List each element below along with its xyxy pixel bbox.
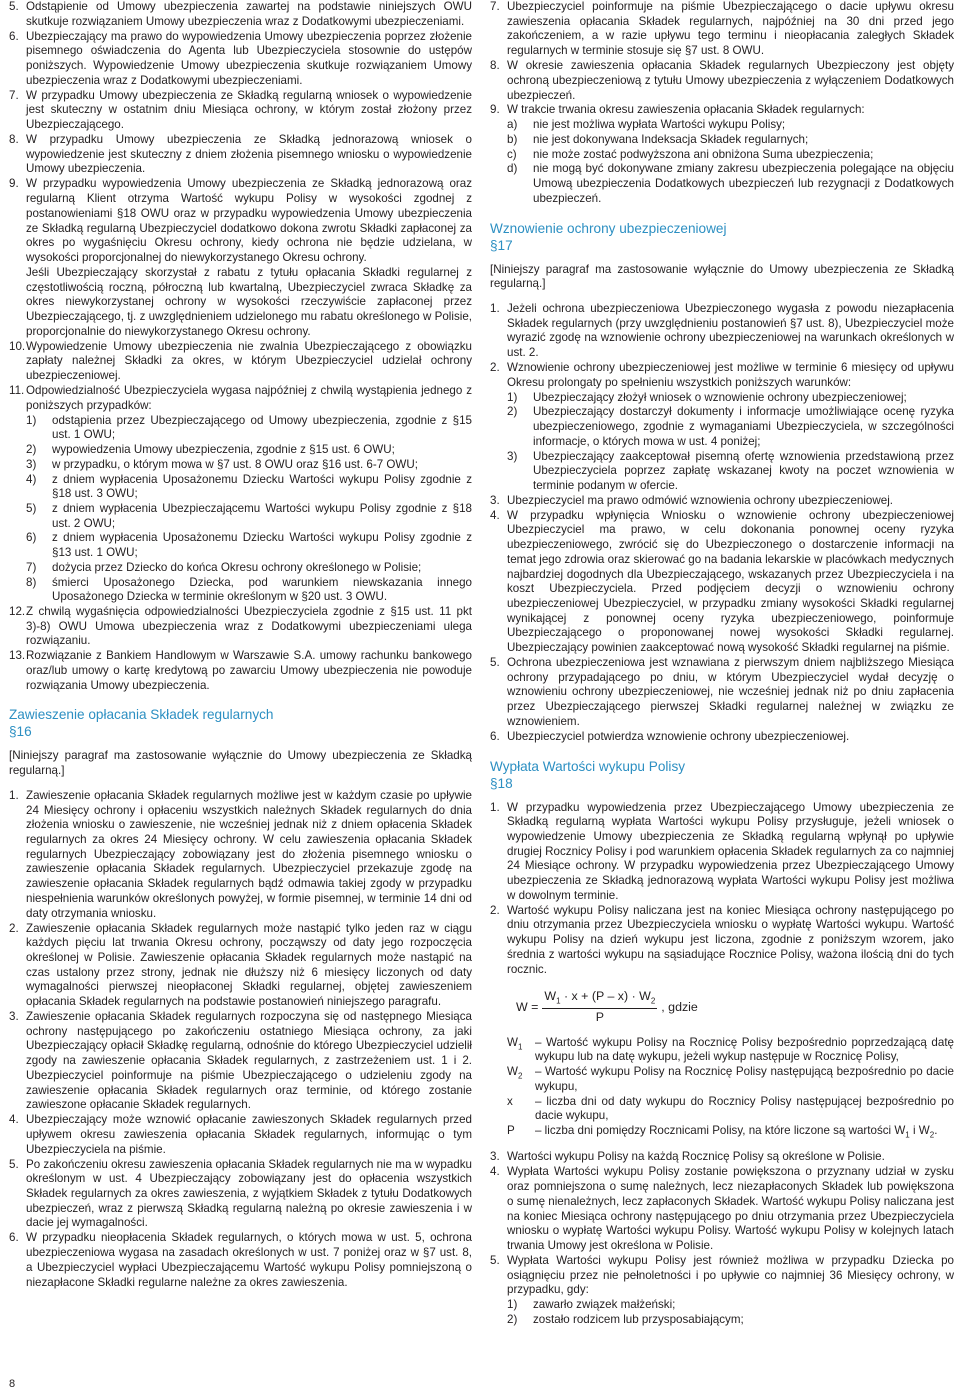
list-item-number: 10. [9, 339, 26, 353]
formula-denominator: P [595, 1009, 604, 1024]
list-item-number: 2) [507, 1312, 518, 1326]
section-note: [Niniejszy paragraf ma zastosowanie wyłącznie do Umowy ubezpieczenia ze Składką regularną.] [9, 749, 472, 778]
list-item-text: z dniem wypłacenia Ubezpieczającemu Wartości wykupu Polisy zgodnie z §18 ust. 2 OWU; [52, 501, 472, 530]
page-number: 8 [9, 1378, 16, 1390]
sub-list-item [26, 414, 472, 443]
left-column [9, 0, 472, 1290]
list-item-number: c) [507, 147, 517, 161]
sub-list-item [507, 450, 954, 494]
list-item-text: Zawieszenie opłacania Składek regularnych rozpoczyna się od następnego Miesiąca ochrony następującego po zakończeniu ostatniego Miesiąca ochrony, za jaki Ubezpieczający opłacił Składkę regularną, odnośnie do którego Ubezpieczyciel udzielił zgody na zawieszenie opłacania Składek regularnych, z zastrzeżeniem ust. 1 i 2. Ubezpieczyciel poinformuje na piśmie Ubezpieczającego o udzieleniu zgody na zawieszenie opłacania Składek regularnych oraz terminie, od którego zostanie zawieszone opłacanie Składek regularnych. [26, 1010, 472, 1112]
list-item-number: 8. [490, 59, 500, 73]
sub-list-item [26, 561, 472, 576]
list-item-number [9, 266, 26, 340]
list-item-text: nie może zostać podwyższona ani obniżona Suma ubezpieczenia; [533, 147, 874, 161]
list-item [9, 30, 472, 89]
list-item-number: 3. [490, 493, 500, 507]
list-item-number: 4. [490, 508, 500, 522]
list-item-number: 12. [9, 604, 26, 618]
section-title: Zawieszenie opłacania Składek regularnych [9, 707, 274, 723]
list [490, 302, 954, 391]
list-item-text: Wypłata Wartości wykupu Polisy jest również możliwa w przypadku Dziecka po osiągnięciu przez nie pełnoletności i po upływie co najmniej 36 Miesięcy ochrony, w przypadku, gdy: [507, 1253, 954, 1297]
list-item-text: z dniem wypłacenia Uposażonemu Dziecku Wartości wykupu Polisy zgodnie z §13 ust. 1 OWU; [52, 531, 472, 560]
list-item-text: wypowiedzenia Umowy ubezpieczenia, zgodnie z §15 ust. 6 OWU; [52, 443, 395, 457]
list-item-number: 3) [26, 457, 37, 471]
list-item-text: Ubezpieczający zaakceptował pisemną ofertę wznowienia przedstawioną przez Ubezpieczyciela poprzez zapłatę wskazanej kwoty na poczet wznowienia w terminie podanym w ofercie. [533, 449, 954, 493]
list-item-number: 11. [9, 384, 25, 397]
list-item [9, 0, 472, 29]
list-item-number: 3) [507, 449, 518, 463]
list-item [490, 302, 954, 361]
list-item-number: 8. [9, 133, 19, 147]
legend-symbol: $W_2$ [507, 1065, 523, 1081]
formula-numerator: $W_1 \cdot x + (P - x) \cdot W_2$ [542, 989, 657, 1009]
sub-list-item [507, 148, 954, 163]
formula-fraction [542, 989, 657, 1025]
list-item-text: dożycia przez Dziecko do końca Okresu ochrony określonego w Polisie; [52, 560, 422, 574]
list-item-number: 8) [26, 575, 37, 589]
list-item-text: Ubezpieczyciel poinformuje na piśmie Ubezpieczającego o dacie upływu okresu zawieszenia opłacania Składek regularnych, najpóźniej na 30 dni przed jego zakończeniem, a w razie upływu tego terminu i nieopłacania zaległych Składek regularnych w terminie stosuje się §7 ust. 8 OWU. [507, 0, 954, 58]
list-item-text: W okresie zawieszenia opłacania Składek regularnych Ubezpieczony jest objęty ochroną ubezpieczeniową z tytułu Umowy ubezpieczenia z wyłączeniem Dodatkowych ubezpieczeń. [507, 59, 954, 102]
list [490, 494, 954, 745]
list-item [9, 1113, 472, 1157]
list-item-number: 4. [490, 1165, 500, 1179]
list-item-text: nie mogą być dokonywane zmiany zakresu ubezpieczenia polegające na objęciu Umową ubezpieczenia Dodatkowych ubezpieczeń lub rezygnacji z Dodatkowych ubezpieczeń. [533, 162, 954, 205]
list-item [490, 361, 954, 390]
wykup-formula [516, 989, 954, 1025]
list-item-number: 5. [9, 0, 19, 13]
list-item-number: 7) [26, 560, 37, 574]
right-column [490, 0, 954, 1328]
list-item-number: 4) [26, 472, 37, 486]
sub-list-item [26, 473, 472, 502]
list-item-text: śmierci Uposażonego Dziecka, pod warunkiem niewskazania innego Uposażonego Dziecka w terminie określonym w §20 ust. 3 OWU. [52, 575, 472, 604]
formula-lhs: W = [516, 999, 539, 1014]
list-item-number: a) [507, 118, 518, 132]
legend-symbol: P [507, 1124, 515, 1137]
sub-list [490, 118, 954, 206]
list-item [9, 649, 472, 693]
list-item [490, 0, 954, 59]
list-item-text: Zawieszenie opłacania Składek regularnych może nastąpić tylko jeden raz w ciągu każdych pięciu lat trwania Okresu ochrony, począwszy od daty jego rozpoczęcia określonej w Polisie. Zawieszenie opłacania Składek regularnych może nastąpić na czas ustalony przez strony, jednak nie dłuższy niż 6 miesięcy liczonych od daty wymagalności pierwszej nieopłaconej Składki regularnej, objętej zawieszeniem opłacania Składek regularnych na podstawie postanowień niniejszego paragrafu. [26, 921, 472, 1009]
list-item [490, 730, 954, 745]
list-item [490, 59, 954, 103]
list-item-text: nie jest dokonywana Indeksacja Składek regularnych; [533, 133, 809, 147]
list-item-text: Ubezpieczający dostarczył dokumenty i informacje umożliwiające ocenę ryzyka ubezpieczeniowego, zgodnie z wymaganiami Ubezpieczyciela, w szczególności informacje, o których mowa w ust. 4 poniżej; [533, 405, 954, 448]
list-item [490, 1150, 954, 1165]
section-title: Wypłata Wartości wykupu Polisy [490, 758, 686, 774]
legend-text: – liczba dni od daty wykupu do Rocznicy Polisy następującej bezpośrednio po dacie wykupu, [535, 1094, 954, 1123]
list-item-number: d) [507, 162, 518, 176]
list-item-text: Wartość wykupu Polisy naliczana jest na koniec Miesiąca ochrony następującego po dniu otrzymania przez Ubezpieczyciela wniosku o wypłatę Wartości wykupu. Wartość wykupu Polisy na dzień wykupu jest liczona, zgodnie z poniższym wzorem, jako średnia z wartości wykupu na sąsiadujące Rocznice Polisy, ważona ilością dni do tych rocznic. [507, 903, 954, 976]
list-item-number: 6. [490, 729, 500, 743]
list-item-number: b) [507, 133, 518, 147]
list-item-text: Wypłata Wartości wykupu Polisy zostanie powiększona o przyznany udział w zysku oraz pomniejszona o sumę należnych, lecz niezapłaconych Składek lub powiększona o sumę nienależnych, lecz zapłaconych Składek. Wartość wykupu Polisy naliczana jest na koniec Miesiąca ochrony następującego po dniu otrzymania przez Ubezpieczyciela wniosku o wypłatę Wartości wykupu Polisy. Wartość wykupu Polisy w kolejnych latach trwania Umowy jest określona w Polisie. [507, 1165, 954, 1252]
list [490, 801, 954, 978]
list-item-text: Ubezpieczający może wznowić opłacanie zawieszonych Składek regularnych przed upływem okresu zawieszenia opłacania Składek regularnych, informując o tym Ubezpieczyciela na piśmie. [26, 1113, 472, 1156]
sub-list [490, 391, 954, 494]
list-item-text: Ubezpieczyciel ma prawo odmówić wznowienia ochrony ubezpieczeniowej. [507, 493, 894, 507]
legend-text: – liczba dni pomiędzy Rocznicami Polisy, na które liczone są wartości $W_1$ i $W_2$. [535, 1124, 938, 1140]
sub-list-item [507, 405, 954, 449]
section-heading [490, 759, 954, 793]
list-item-text: Jeśli Ubezpieczający skorzystał z rabatu z tytułu opłacania Składki regularnej z częstotliwością roczną, półroczną lub kwartalną, Ubezpieczyciel zwraca Składkę za okres niewykorzystanej ochrony w wysokości rzeczywiście zapłaconej przez Ubezpieczającego, tj. z uwzględnieniem udzielonego mu rabatu określonego w Polisie, proporcjonalnie do niewykorzystanego Okresu ochrony. [26, 265, 472, 338]
list-item [490, 1165, 954, 1253]
list-item-text: W przypadku wpłynięcia Wniosku o wznowienie ochrony ubezpieczeniowej Ubezpieczyciel ma prawo, w celu dokonania ponownej oceny ryzyka ubezpieczeniowego, zwrócić się do Ubezpieczonego o dostarczenie informacji na temat jego zdrowia oraz skierować go na badania lekarskie w placówkach medycznych najbardziej dogodnych dla Ubezpieczającego, wskazanych przez Ubezpieczyciela i na koszt Ubezpieczyciela. Przed podjęciem decyzji o wznowieniu ochrony ubezpieczeniowej Ubezpieczyciel, w przypadku zmiany wysokości Składki regularnej wynikającej z ponownej oceny ryzyka ubezpieczeniowego, poinformuje Ubezpieczającego o proponowanej nowej wysokości Składki regularnej. Ubezpieczający powinien zaakceptować nową wysokość Składki regularnej na piśmie. [507, 508, 954, 655]
list-item-text: Wypowiedzenie Umowy ubezpieczenia nie zwalnia Ubezpieczającego z obowiązku zapłaty należnej Składki za okres, w którym Ubezpieczyciel udzielał ochrony ubezpieczeniowej. [26, 339, 472, 383]
list-item-number: 5. [490, 656, 500, 670]
list-item-number: 6. [9, 1231, 19, 1245]
list-item-number: 3. [9, 1010, 19, 1024]
list [490, 1150, 954, 1298]
list-item-text: Zawieszenie opłacania Składek regularnych możliwe jest w każdym czasie po upływie 24 Miesięcy ochrony i opłaceniu wszystkich należnych Składek regularnych do dnia złożenia wniosku o zawieszenie, nie wcześniej jednak niż z dniem opłacenia Składek regularnych za okres 24 Miesięcy ochrony. W celu zawieszenia opłacania Składek regularnych Ubezpieczający zobowiązany jest do złożenia pisemnego wniosku o zawieszenie opłacania Składek regularnych. Ubezpieczyciel przekazuje zgodę na zawieszenie opłacania Składek regularnych bądź odmawia takiej zgody w przypadku niespełnienia warunków określonych powyżej, w formie pisemnej, w terminie 14 dni od daty otrzymania wniosku. [26, 788, 472, 920]
list-item [9, 1010, 472, 1113]
sub-list [490, 1298, 954, 1327]
list-item-number: 3. [490, 1150, 500, 1164]
sub-list-item [26, 443, 472, 458]
list-item [9, 605, 472, 649]
legend-symbol: x [507, 1094, 513, 1108]
list-item-text: z dniem wypłacenia Uposażonemu Dziecku Wartości wykupu Polisy zgodnie z §18 ust. 3 OWU; [52, 472, 472, 501]
list [9, 789, 472, 1290]
list-item-text: Ubezpieczający ma prawo do wypowiedzenia Umowy ubezpieczenia poprzez złożenie pisemnego oświadczenia do Agenta lub Ubezpieczyciela stosownie do ustępów poniższych. Wypowiedzenie Umowy ubezpieczenia skutkuje rozwiązaniem Umowy ubezpieczenia wraz z Dodatkowymi ubezpieczeniami. [26, 29, 472, 87]
sub-list-item [507, 1298, 954, 1313]
paragraph-number: §16 [9, 724, 32, 740]
formula-legend [490, 1036, 954, 1141]
list-item-number: 9. [490, 103, 500, 117]
sub-list-item [507, 1313, 954, 1328]
list-item [490, 494, 954, 509]
list-item-number: 1. [9, 788, 19, 802]
list-item-text: Jeżeli ochrona ubezpieczeniowa Ubezpieczonego wygasła z powodu niezapłacenia Składek regularnych (przy uwzględnieniu postanowień §7 ust. 8), Ubezpieczyciel może wyrazić zgodę na wznowienie ochrony ubezpieczeniowej na warunkach określonych w ust. 2. [507, 302, 954, 360]
list-item-text: Odstąpienie od Umowy ubezpieczenia zawartej na podstawie niniejszych OWU skutkuje rozwiązaniem Umowy ubezpieczenia wraz z Dodatkowymi ubezpieczeniami. [26, 0, 472, 28]
list-item [9, 133, 472, 177]
list-item [490, 509, 954, 656]
sub-list [9, 414, 472, 605]
list-item-text: Z chwilą wygaśnięcia odpowiedzialności Ubezpieczyciela zgodnie z §15 ust. 11 pkt 3)-8) OWU Umowa ubezpieczenia wraz z Dodatkowymi ubezpieczeniami ulega rozwiązaniu. [26, 604, 472, 648]
list-item-text: Ubezpieczyciel potwierdza wznowienie ochrony ubezpieczeniowej. [507, 729, 850, 743]
paragraph-number: §17 [490, 237, 513, 253]
list [490, 0, 954, 118]
legend-symbol: $W_1$ [507, 1035, 523, 1051]
list-item-text: odstąpienia przez Ubezpieczającego od Umowy ubezpieczenia, zgodnie z §15 ust. 1 OWU; [52, 413, 472, 442]
legend-item [507, 1124, 954, 1140]
list-item-text: W przypadku wypowiedzenia Umowy ubezpieczenia ze Składką jednorazową oraz regularną Klient otrzyma Wartość wykupu Polisy w wysokości zgodnej z postanowieniami §18 OWU oraz w przypadku wypowiedzenia Umowy ubezpieczenia ze Składką regularną Ubezpieczyciel dodatkowo dokona zwrotu Składki zapłaconej za okres po wygaśnięciu Okresu ochrony, kiedy ochrona nie będzie udzielana, w wysokości proporcjonalnej do niewykorzystanego Okresu ochrony. [26, 177, 472, 264]
list-item-text: Ubezpieczający złożył wniosek o wznowienie ochrony ubezpieczeniowej; [533, 390, 907, 404]
list-item-number: 4. [9, 1113, 19, 1127]
list-item-text: Wznowienie ochrony ubezpieczeniowej jest możliwe w terminie 6 miesięcy od upływu Okresu prolongaty po spełnieniu wszystkich poniższych warunków: [507, 361, 954, 389]
list-item-text: Wartości wykupu Polisy na każdą Rocznicę Polisy są określone w Polisie. [507, 1150, 885, 1164]
list-item-number: 2. [9, 921, 19, 935]
sub-list-item [26, 502, 472, 531]
list-item-text: Rozwiązanie z Bankiem Handlowym w Warszawie S.A. umowy rachunku bankowego oraz/lub umowy o kartę kredytową po zawarciu Umowy ubezpieczenia nie powoduje rozwiązania Umowy ubezpieczenia. [26, 649, 472, 692]
list-item-text: nie jest możliwa wypłata Wartości wykupu Polisy; [533, 118, 786, 132]
list-item-number: 1) [26, 413, 37, 427]
list-item-number: 13. [9, 649, 26, 663]
legend-item [507, 1065, 954, 1094]
paragraph-number: §18 [490, 775, 513, 791]
section-title: Wznowienie ochrony ubezpieczeniowej [490, 220, 727, 236]
sub-list-item [507, 162, 954, 206]
list-item-number: 7. [490, 0, 500, 13]
list-item-number: 1. [490, 302, 500, 316]
list-item [9, 789, 472, 921]
list-item [9, 1231, 472, 1290]
list-item-text: W przypadku nieopłacenia Składek regularnych, o których mowa w ust. 5, ochrona ubezpieczeniowa wygasa na zasadach określonych w ust. 7 poniżej oraz w §7 ust. 8, a Ubezpieczyciel wypłaci Ubezpieczającemu Wartość wykupu Polisy pomniejszoną o niezapłacone Składki regularne należne za okres zawieszenia. [26, 1231, 472, 1289]
list-item-text: w przypadku, o którym mowa w §7 ust. 8 OWU oraz §16 ust. 6-7 OWU; [52, 457, 418, 471]
list-item [9, 177, 472, 265]
list [9, 0, 472, 413]
list-item-number: 9. [9, 177, 19, 191]
sub-list-item [507, 133, 954, 148]
list-item-text: W przypadku Umowy ubezpieczenia ze Składką regularną wniosek o wypowiedzenie jest skuteczny w ostatnim dniu Miesiąca ochrony, w którym został złożony przez Ubezpieczającego. [26, 88, 472, 132]
list-item [9, 340, 472, 384]
list-item-text: zostało rodzicem lub przysposabiającym; [533, 1312, 744, 1326]
section-heading [490, 221, 954, 255]
list-item-number: 5) [26, 501, 37, 515]
list-item-number: 1. [490, 800, 500, 814]
list-item-text: Odpowiedzialność Ubezpieczyciela wygasa najpóźniej z chwilą wystąpienia jednego z poniższych przypadków: [26, 384, 472, 412]
sub-list-item [507, 391, 954, 406]
list-item [490, 656, 954, 730]
list-item-number: 1) [507, 1298, 518, 1312]
legend-item [507, 1036, 954, 1065]
list-item [9, 384, 472, 413]
list-item-number: 5. [490, 1253, 500, 1267]
list [9, 605, 472, 694]
list-item [9, 266, 472, 340]
sub-list-item [26, 531, 472, 560]
list-item-text: W przypadku Umowy ubezpieczenia ze Składką jednorazową wniosek o wypowiedzenie jest skuteczny z dniem złożenia pisemnego wniosku o wypowiedzenie Umowy ubezpieczenia. [26, 133, 472, 176]
list-item-number: 5. [9, 1157, 19, 1171]
list-item-number: 6) [26, 531, 37, 545]
legend-text: – Wartość wykupu Polisy na Rocznicę Polisy następującą bezpośrednio po dacie wykupu, [535, 1065, 954, 1093]
sub-list-item [507, 118, 954, 133]
section-heading [9, 707, 472, 741]
list-item-number: 7. [9, 88, 19, 102]
list-item-text: W trakcie trwania okresu zawieszenia opłacania Składek regularnych: [507, 103, 865, 117]
sub-list-item [26, 458, 472, 473]
list-item [9, 89, 472, 133]
section-note: [Niniejszy paragraf ma zastosowanie wyłącznie do Umowy ubezpieczenia ze Składką regularną.] [490, 262, 954, 291]
list-item [490, 103, 954, 118]
legend-text: – Wartość wykupu Polisy na Rocznicę Polisy bezpośrednio poprzedzającą datę wykupu lub na datę wykupu, jeżeli wykup następuje w Rocznicę Polisy, [535, 1035, 954, 1064]
list-item-number: 6. [9, 29, 19, 43]
formula-tail: , gdzie [661, 999, 698, 1014]
list-item [490, 801, 954, 904]
list-item [9, 1158, 472, 1232]
sub-list-item [26, 576, 472, 605]
list-item [9, 922, 472, 1010]
list-item-number: 2. [490, 903, 500, 917]
list-item-text: zawarło związek małżeński; [533, 1298, 676, 1312]
list-item [490, 1254, 954, 1298]
list-item-text: W przypadku wypowiedzenia przez Ubezpieczającego Umowy ubezpieczenia ze Składką regularną wypłata Wartości wykupu Polisy przysługuje, jeżeli wniosek o wypowiedzenie Umowy ubezpieczenia ze Składką regularną wpłynął po upływie drugiej Rocznicy Polisy i pod warunkiem opłacenia Składek regularnych za co najmniej 24 Miesiące ochrony. W przypadku wypowiedzenia przez Ubezpieczającego Umowy ubezpieczenia ze Składką jednorazową wypłata Wartości wykupu Polisy jest możliwa w dowolnym terminie. [507, 800, 954, 902]
list-item-number: 2) [507, 405, 518, 419]
list-item-text: Ochrona ubezpieczeniowa jest wznawiana z pierwszym dniem najbliższego Miesiąca ochrony przypadającego po dniu, w którym Ubezpieczyciel wydał decyzję o wznowieniu ochrony ubezpieczeniowej, nie wcześniej jednak niż po dniu zapłacenia przez Ubezpieczającego pierwszej Składki regularnej należnej w związku ze wznowieniem. [507, 656, 954, 728]
list-item-number: 1) [507, 390, 518, 404]
list-item-text: Po zakończeniu okresu zawieszenia opłacania Składek regularnych nie ma w wypadku określonym w ust. 4 Ubezpieczający zobowiązany jest do opłacenia wszystkich Składek regularnych za okres zawieszenia, z wyjątkiem Składek z tytułu Dodatkowych ubezpieczeń, wraz z pierwszą Składką regularną należną po okresie zawieszenia i w dacie jej wymagalności. [26, 1157, 472, 1230]
list-item-number: 2. [490, 361, 500, 375]
list-item [490, 904, 954, 978]
list-item-number: 2) [26, 443, 37, 457]
legend-item [507, 1095, 954, 1124]
